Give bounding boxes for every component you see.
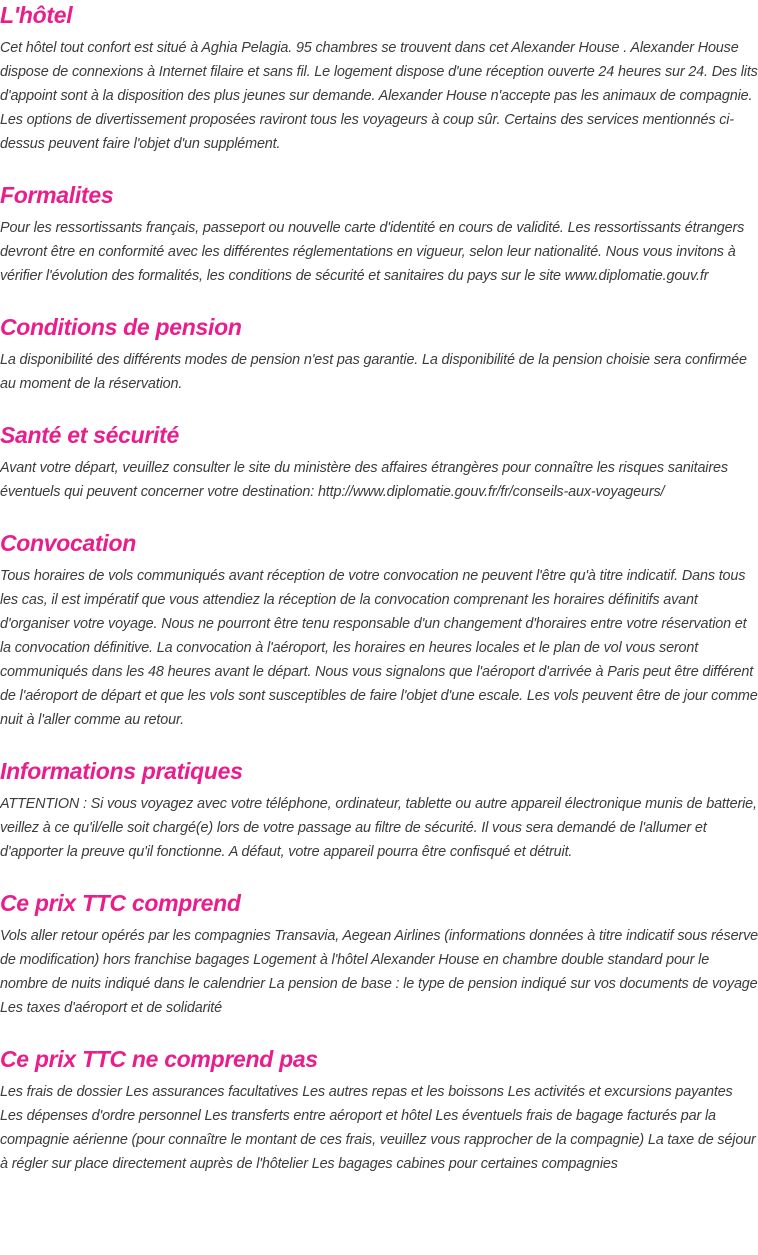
section-spacer: [0, 288, 758, 312]
section-title: Formalites: [0, 182, 114, 208]
section-spacer: [0, 504, 758, 528]
section-title: L'hôtel: [0, 2, 73, 28]
section-text: Tous horaires de vols communiqués avant réception de votre convocation ne peuvent l'être qu'à titre indicatif. Dans tous les cas, il est impératif que vous attendiez la réception de la convocation comprenant les horaires définitifs avant d'organiser votre voyage. Nous ne pourront être tenu responsable d'un changement d'horaires entre votre réservation et la convocation définitive. La convocation à l'aéroport, les horaires en heures locales et le plan de vol vous seront communiqués dans les 48 heures avant le départ. Nous vous signalons que l'aéroport d'arrivée à Paris peut être différent de l'aéroport de départ et que les vols sont susceptibles de faire l'objet d'une escale. Les vols peuvent être de jour comme nuit à l'aller comme au retour.: [0, 568, 758, 728]
section-spacer: [0, 396, 758, 420]
section-title: Ce prix TTC comprend: [0, 890, 241, 916]
section-text: Les frais de dossier Les assurances facultatives Les autres repas et les boissons Les activités et excursions payantes Les dépenses d'ordre personnel Les transferts entre aéroport et hôtel Les éventuels frais de bagage facturés par la compagnie aérienne (pour connaître le montant de ces frais, veuillez vous rapprocher de la compagnie) La taxe de séjour à régler sur place directement auprès de l'hôtelier Les bagages cabines pour certaines compagnies: [0, 1084, 756, 1172]
section-spacer: [0, 732, 758, 756]
section-spacer: [0, 156, 758, 180]
section-sante-securite: [0, 420, 758, 504]
section-text: Cet hôtel tout confort est situé à Aghia Pelagia. 95 chambres se trouvent dans cet Alexander House . Alexander House dispose de connexions à Internet filaire et sans fil. Le logement dispose d'une réception ouverte 24 heures sur 24. Des lits d'appoint sont à la disposition des plus jeunes sur demande. Alexander House n'accepte pas les animaux de compagnie. Les options de divertissement proposées raviront tous les voyageurs à coup sûr. Certains des services mentionnés ci-dessus peuvent faire l'objet d'un supplément.: [0, 40, 758, 152]
section-prix-comprend: [0, 888, 758, 1020]
section-title: Informations pratiques: [0, 758, 243, 784]
section-title: Ce prix TTC ne comprend pas: [0, 1046, 318, 1072]
section-title: Santé et sécurité: [0, 422, 179, 448]
section-text: Avant votre départ, veuillez consulter le site du ministère des affaires étrangères pour connaître les risques sanitaires éventuels qui peuvent concerner votre destination: http://www.diplomatie.gouv.fr/fr/conseils-aux-voyageurs/: [0, 460, 728, 500]
section-spacer: [0, 1020, 758, 1044]
section-formalites: [0, 180, 758, 288]
section-prix-ne-comprend-pas: [0, 1044, 758, 1176]
section-hotel: [0, 0, 758, 156]
section-text: ATTENTION : Si vous voyagez avec votre téléphone, ordinateur, tablette ou autre appareil électronique munis de batterie, veillez à ce qu'il/elle soit chargé(e) lors de votre passage au filtre de sécurité. Il vous sera demandé de l'allumer et d'apporter la preuve qu'il fonctionne. A défaut, votre appareil pourra être confisqué et détruit.: [0, 796, 757, 860]
section-convocation: [0, 528, 758, 732]
section-text: Pour les ressortissants français, passeport ou nouvelle carte d'identité en cours de validité. Les ressortissants étrangers devront être en conformité avec les différentes réglementations en vigueur, selon leur nationalité. Nous vous invitons à vérifier l'évolution des formalités, les conditions de sécurité et sanitaires du pays sur le site www.diplomatie.gouv.fr: [0, 220, 745, 284]
section-spacer: [0, 864, 758, 888]
section-title: Convocation: [0, 530, 136, 556]
section-informations-pratiques: [0, 756, 758, 864]
section-text: La disponibilité des différents modes de pension n'est pas garantie. La disponibilité de la pension choisie sera confirmée au moment de la réservation.: [0, 352, 747, 392]
section-title: Conditions de pension: [0, 314, 242, 340]
section-text: Vols aller retour opérés par les compagnies Transavia, Aegean Airlines (informations données à titre indicatif sous réserve de modification) hors franchise bagages Logement à l'hôtel Alexander House en chambre double standard pour le nombre de nuits indiqué dans le calendrier La pension de base : le type de pension indiqué sur vos documents de voyage Les taxes d'aéroport et de solidarité: [0, 928, 758, 1016]
section-conditions-pension: [0, 312, 758, 396]
